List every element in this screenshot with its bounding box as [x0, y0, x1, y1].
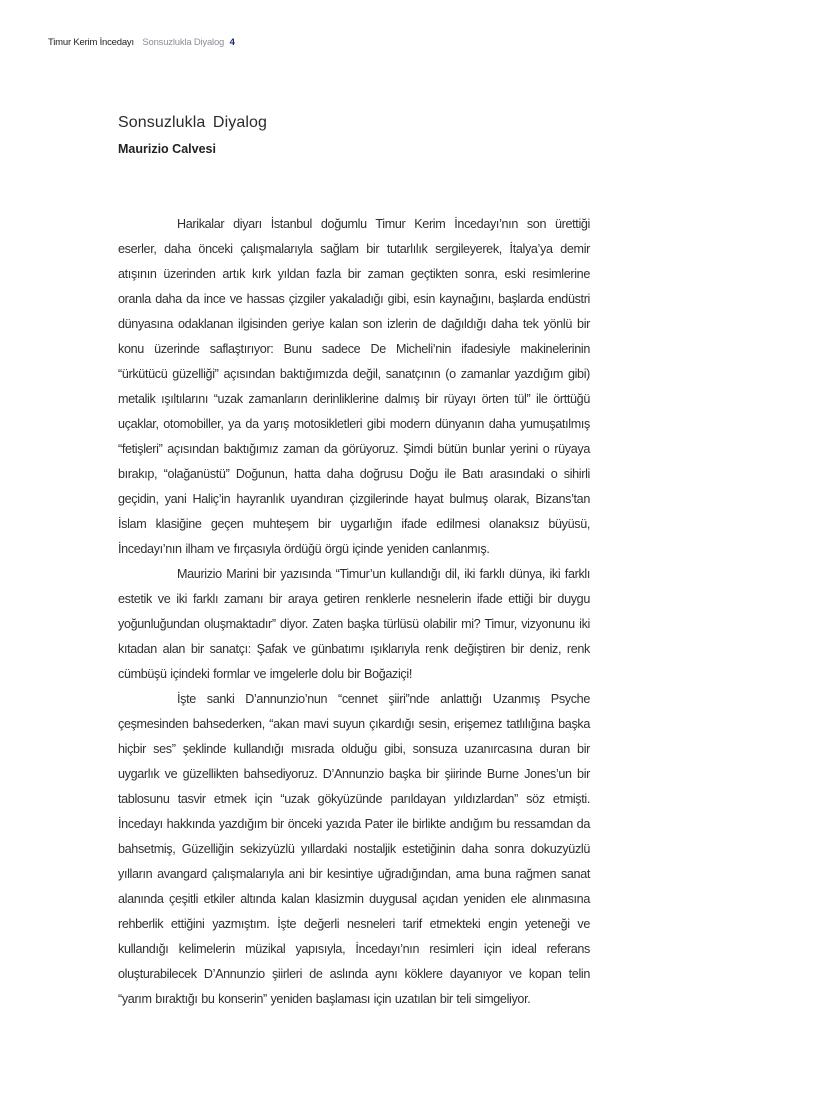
header-section-title: Sonsuzlukla Diyalog: [142, 37, 225, 48]
article-author: Maurizio Calvesi: [118, 142, 216, 156]
body-paragraph: Harikalar diyarı İstanbul doğumlu Timur Kerim İncedayı’nın son ürettiği eserler, daha önceki çalışmalarıyla sağlam bir tutarlılık sergileyerek, İtalya’ya demir atışının üzerinden artık kırk yıldan fazla bir zaman geçtikten sonra, eski resimlerine oranla daha da ince ve hassas çizgiler yakaladığı gibi, esin kaynağını, başlarda endüstri dünyasına odaklanan ilgisinden geriye kalan son izlerin de dağıldığı daha tek yönlü bir konu üzerinde saflaştırıyor: Bunu sadece De Micheli’nin ifadesiyle makinelerinin “ürkütücü güzelliği” açısından baktığımızda değil, sanatçının (o zamanlar yazdığım gibi) metalik ışıltılarını “uzak zamanların derinliklerine dalmış bir rüyayı örten tül” ile örttüğü uçaklar, otomobiller, ya da yarış motosikletleri gibi modern dünyanın daha yumuşatılmış “fetişleri” açısından baktığımız zaman da görüyoruz. Şimdi bütün bunlar yerini o rüyaya bırakıp, “olağanüstü” Doğunun, hatta daha doğrusu Doğu ile Batı arasındaki o sihirli geçidin, yani Haliç’in hayranlık uyandıran çizgilerinde hayat bulmuş olarak, Bizans’tan İslam klasiğine geçen muhteşem bir uygarlığın ifade edilmesi olanaksız büyüsü, İncedayı’nın ilham ve fırçasıyla ördüğü örgü içinde yeniden canlanmış.: [118, 217, 590, 556]
page-number: 4: [229, 37, 235, 48]
body-paragraph: Maurizio Marini bir yazısında “Timur’un kullandığı dil, iki farklı dünya, iki farklı estetik ve iki farklı zamanı bir araya getiren renklerle nesnelerin ifade ettiği bir duygu yoğunluğundan oluşmaktadır” diyor. Zaten başka türlüsü olabilir mi? Timur, vizyonunu iki kıtadan alan bir sanatçı: Şafak ve günbatımı ışıklarıyla renk değiştiren bir deniz, renk cümbüşü içindeki formlar ve imgelerle dolu bir Boğaziçi!: [118, 567, 590, 681]
article-body: [118, 212, 590, 1012]
article-title: Sonsuzlukla Diyalog: [118, 114, 267, 131]
running-header: [48, 37, 235, 48]
header-author: Timur Kerim İncedayı: [48, 37, 134, 48]
body-paragraph: İşte sanki D’annunzio’nun “cennet şiiri”nde anlattığı Uzanmış Psyche çeşmesinden bahsederken, “akan mavi suyun çıkardığı sesin, erişemez tatlılığına başka hiçbir ses” şeklinde kullandığı mısrada olduğu gibi, sonsuza uzanırcasına duran bir uygarlık ve güzellikten bahsediyoruz. D’Annunzio başka bir şiirinde Burne Jones’un bir tablosunu tasvir etmek için “uzak gökyüzünde parıldayan yıldızlardan” söz etmişti. İncedayı hakkında yazdığım bir önceki yazıda Pater ile birlikte andığım bu ressamdan da bahsetmiş, Güzelliğin sekizyüzlü yıllardaki nostaljik estetiğinin daha sonra dokuzyüzlü yılların avangard çalışmalarıyla ani bir kesintiye uğradığından, ama buna rağmen sanat alanında çeşitli etkiler altında kalan klasizmin duygusal açıdan yeniden ele alınmasına rehberlik ettiğini yazmıştım. İşte değerli nesneleri tarif etmekteki engin yeteneği ve kullandığı kelimelerin müzikal yapısıyla, İncedayı’nın resimleri için ideal referans oluşturabilecek D’Annunzio şiirleri de aslında aynı köklere dayanıyor ve kopan telin “yarım bıraktığı bu konserin” yeniden başlaması için uzatılan bir teli simgeliyor.: [118, 692, 590, 1006]
